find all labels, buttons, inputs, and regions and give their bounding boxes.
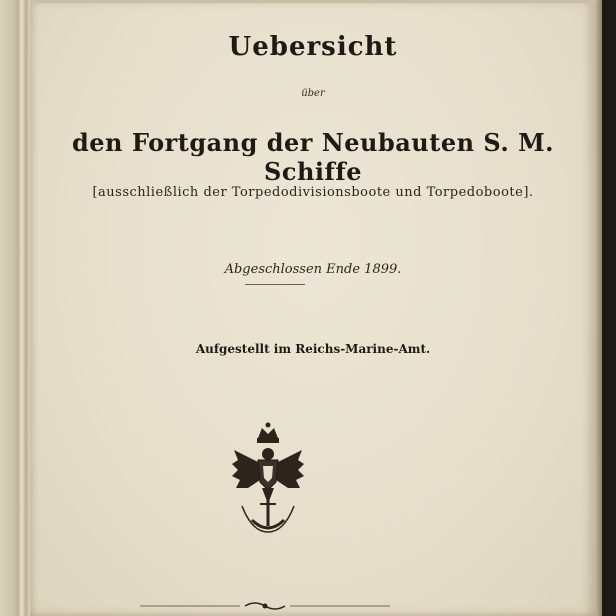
ornamental-rule-icon — [140, 600, 390, 612]
background-strip — [602, 0, 616, 616]
book-spine — [0, 0, 30, 616]
connector-word: über — [301, 88, 325, 99]
imperial-eagle-crest-icon — [228, 420, 308, 538]
closed-note: Abgeschlossen Ende 1899. — [224, 262, 402, 277]
main-title: den Fortgang der Neubauten S. M. Schiffe — [72, 128, 554, 186]
closed-note-rule — [245, 284, 305, 285]
page-title: Uebersicht — [228, 32, 398, 62]
subtitle: [ausschließlich der Torpedodivisionsboote und Torpedoboote]. — [92, 185, 534, 200]
compiled-by: Aufgestellt im Reichs-Marine-Amt. — [195, 342, 431, 356]
page-top-edge — [30, 0, 596, 3]
